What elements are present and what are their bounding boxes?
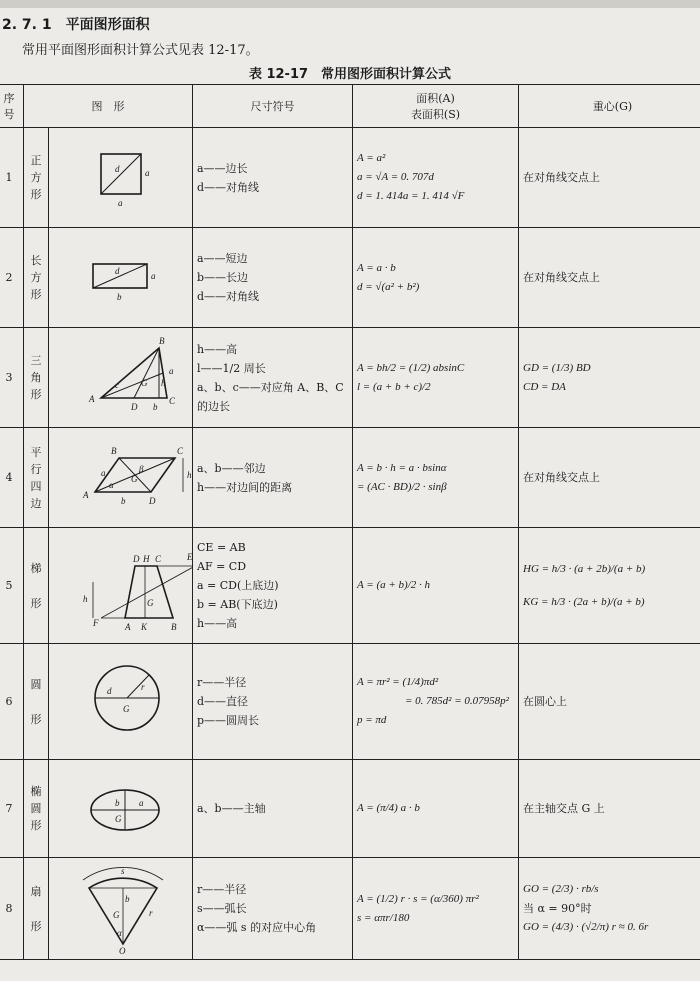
label-C: C: [155, 554, 162, 564]
area-formulas: [353, 528, 519, 644]
rectangle-diagram: [49, 228, 193, 324]
shape-name-char: 形: [30, 819, 42, 832]
label-G: G: [131, 474, 138, 484]
formula-line: = (AC · BD)/2 · sinβ: [357, 480, 447, 493]
header-centroid: 重心(G): [519, 85, 700, 128]
formula-line: d = √(a² + b²): [357, 280, 420, 293]
header-figure: 图 形: [24, 85, 193, 128]
centroid-line: 在对角线交点上: [523, 471, 600, 484]
table-row: [0, 858, 700, 960]
symbol-line: a、b——邻边: [197, 461, 266, 475]
label-E: E: [187, 552, 193, 562]
header-no: 序号: [0, 85, 24, 128]
dimension-symbols: [193, 328, 353, 428]
symbol-line: 的边长: [197, 399, 230, 413]
centroid-cell: [519, 760, 700, 858]
symbol-line: b = AB(下底边): [197, 598, 278, 611]
area-formulas: [353, 228, 519, 328]
label-B: B: [159, 336, 165, 346]
label-c: c: [115, 380, 119, 390]
symbol-line: l——1/2 周长: [197, 361, 266, 375]
label-D: D: [149, 496, 156, 506]
label-beta: β: [139, 464, 144, 474]
shape-name-char: 圆: [30, 677, 42, 691]
label-b: b: [117, 292, 122, 302]
rectangle-figure: [49, 228, 193, 328]
label-C: C: [169, 396, 176, 406]
label-a: a: [151, 271, 156, 281]
label-B: B: [171, 622, 177, 632]
formula-line: A = a · b: [357, 261, 396, 274]
shape-name-char: 方: [30, 271, 42, 284]
label-G: G: [123, 704, 130, 714]
shape-name-char: 扇: [30, 884, 42, 898]
label-K: K: [141, 622, 148, 632]
table-caption: 表 12-17 常用图形面积计算公式: [248, 67, 452, 82]
centroid-cell: [519, 328, 700, 428]
label-alpha: α: [117, 928, 122, 938]
table-header-row: [0, 85, 700, 128]
symbol-line: h——对边间的距离: [197, 480, 293, 494]
parallelogram-diagram: [49, 428, 193, 524]
dimension-symbols: [193, 428, 353, 528]
shape-name-char: 形: [30, 388, 42, 401]
symbol-line: p——圆周长: [197, 714, 260, 727]
dimension-symbols: [193, 644, 353, 760]
label-a: a: [118, 198, 123, 208]
shape-name-char: 梯: [30, 561, 42, 575]
label-r: r: [141, 682, 145, 692]
header-area-line2: 表面积(S): [410, 108, 461, 121]
formula-line: s = απr/180: [357, 911, 410, 924]
label-G: G: [113, 910, 120, 920]
symbol-line: b——长边: [197, 271, 249, 284]
symbol-line: d——对角线: [197, 180, 260, 194]
label-b: b: [121, 496, 126, 506]
shape-name-char: 形: [30, 188, 42, 201]
dimension-symbols: [193, 760, 353, 858]
ellipse-figure: [49, 760, 193, 858]
symbol-line: a = CD(上底边): [197, 579, 279, 592]
label-r: r: [149, 908, 153, 918]
dimension-symbols: [193, 528, 353, 644]
header-symbols: 尺寸符号: [193, 85, 353, 128]
label-d: d: [115, 164, 120, 174]
label-b: b: [153, 402, 158, 412]
label-A: A: [89, 394, 95, 404]
label-h: h: [161, 378, 166, 388]
label-O: O: [119, 946, 126, 956]
label-C: C: [177, 446, 184, 456]
label-a: a: [101, 468, 106, 478]
centroid-line: GO = (2/3) · rb/s: [523, 883, 599, 895]
formula-line: p = πd: [357, 714, 387, 726]
shape-name-char: 正: [30, 154, 42, 167]
table-row: [0, 128, 700, 228]
area-formulas: [353, 760, 519, 858]
shape-name-char: 方: [30, 171, 42, 184]
row-number: 6: [0, 644, 24, 760]
symbol-line: α——弧 s 的对应中心角: [197, 921, 317, 934]
symbol-line: h——高: [197, 342, 238, 356]
shape-name-char: 形: [30, 288, 42, 301]
formula-line: A = bh/2 = (1/2) absinC: [357, 361, 465, 374]
shape-name-char: 圆: [30, 802, 42, 815]
section-heading: 2. 7. 1 平面图形面积: [2, 17, 150, 33]
shape-name: [24, 128, 49, 228]
shape-name-char: 行: [30, 462, 42, 476]
symbol-line: r——半径: [197, 676, 247, 689]
area-formulas: [353, 428, 519, 528]
centroid-cell: [519, 644, 700, 760]
formula-line: A = (1/2) r · s = (α/360) πr²: [357, 892, 479, 905]
dimension-symbols: [193, 858, 353, 960]
trapezoid-figure: [49, 528, 193, 644]
table-row: [0, 228, 700, 328]
shape-name-char: 椭: [30, 785, 42, 798]
area-formula-table: [0, 84, 700, 960]
table-row: [0, 428, 700, 528]
centroid-cell: [519, 228, 700, 328]
symbol-line: a、b、c——对应角 A、B、C: [197, 380, 344, 394]
label-a: a: [145, 168, 150, 178]
header-area: [353, 85, 519, 128]
label-G: G: [115, 814, 122, 824]
triangle-figure: [49, 328, 193, 428]
label-G: G: [147, 598, 154, 608]
row-number: 2: [0, 228, 24, 328]
sector-figure: [49, 858, 193, 960]
centroid-line: 当 α = 90°时: [523, 902, 592, 915]
ellipse-diagram: [49, 760, 193, 854]
formula-line: A = (a + b)/2 · h: [357, 579, 430, 591]
row-number: 5: [0, 528, 24, 644]
label-A: A: [125, 622, 131, 632]
row-number: 1: [0, 128, 24, 228]
table-row: [0, 644, 700, 760]
area-formulas: [353, 858, 519, 960]
circle-diagram: [49, 644, 193, 756]
square-diagram: [49, 128, 193, 224]
centroid-line: 在主轴交点 G 上: [523, 802, 605, 815]
circle-figure: [49, 644, 193, 760]
label-D: D: [131, 402, 138, 412]
centroid-cell: [519, 428, 700, 528]
centroid-line: GD = (1/3) BD: [523, 361, 591, 374]
centroid-line: HG = h/3 · (a + 2b)/(a + b): [523, 562, 646, 575]
label-A: A: [83, 490, 89, 500]
symbol-line: a、b——主轴: [197, 802, 266, 815]
formula-line: a = √A = 0. 707d: [357, 171, 434, 183]
centroid-line: GO = (4/3) · (√2/π) r ≈ 0. 6r: [523, 921, 649, 933]
label-b: b: [125, 894, 130, 904]
shape-name: [24, 228, 49, 328]
centroid-cell: [519, 528, 700, 644]
shape-name-char: 三: [30, 354, 42, 367]
square-figure: [49, 128, 193, 228]
shape-name: [24, 528, 49, 644]
table-row: [0, 760, 700, 858]
intro-text: 常用平面图形面积计算公式见表 12-17。: [22, 43, 259, 58]
formula-line: A = πr² = (1/4)πd²: [357, 676, 439, 688]
shape-name: [24, 428, 49, 528]
shape-name-char: 角: [30, 371, 42, 384]
label-h: h: [83, 594, 88, 604]
shape-name-char: 长: [30, 254, 42, 267]
shape-name-char: 形: [30, 596, 42, 610]
symbol-line: d——直径: [197, 695, 249, 708]
dimension-symbols: [193, 128, 353, 228]
label-H: H: [143, 554, 150, 564]
triangle-diagram: [49, 328, 193, 424]
trapezoid-diagram: [49, 528, 193, 640]
label-s: s: [121, 866, 125, 876]
shape-name: [24, 760, 49, 858]
sector-diagram: [49, 858, 193, 956]
shape-name: [24, 644, 49, 760]
label-d: d: [107, 686, 112, 696]
shape-name: [24, 328, 49, 428]
symbol-line: AF = CD: [197, 560, 247, 573]
formula-line: A = (π/4) a · b: [357, 802, 420, 814]
centroid-line: 在对角线交点上: [523, 171, 600, 184]
formula-line: d = 1. 414a = 1. 414 √F: [357, 190, 465, 202]
label-d: d: [115, 266, 120, 276]
centroid-line: CD = DA: [523, 380, 566, 393]
symbol-line: a——短边: [197, 252, 248, 265]
shape-name-char: 平: [30, 445, 42, 459]
label-alpha: α: [109, 480, 114, 490]
label-a: a: [139, 798, 144, 808]
symbol-line: a——边长: [197, 161, 248, 175]
table-row: [0, 328, 700, 428]
shape-name-char: 四: [30, 479, 42, 493]
centroid-cell: [519, 128, 700, 228]
previous-section-strip: [0, 0, 700, 8]
centroid-line: KG = h/3 · (2a + b)/(a + b): [523, 595, 645, 608]
row-number: 7: [0, 760, 24, 858]
area-formulas: [353, 128, 519, 228]
header-area-line1: 面积(A): [416, 92, 455, 105]
table-row: [0, 528, 700, 644]
label-F: F: [93, 618, 99, 628]
parallelogram-figure: [49, 428, 193, 528]
symbol-line: r——半径: [197, 883, 247, 896]
formula-line: A = b · h = a · bsinα: [357, 461, 447, 474]
label-b: b: [115, 798, 120, 808]
formula-line: = 0. 785d² = 0.07958p²: [405, 695, 509, 707]
symbol-line: d——对角线: [197, 290, 260, 303]
symbol-line: h——高: [197, 617, 238, 630]
row-number: 3: [0, 328, 24, 428]
label-G: G: [141, 378, 148, 388]
centroid-line: 在圆心上: [523, 695, 567, 708]
dimension-symbols: [193, 228, 353, 328]
row-number: 4: [0, 428, 24, 528]
symbol-line: s——弧长: [197, 902, 247, 915]
area-formulas: [353, 328, 519, 428]
label-B: B: [111, 446, 117, 456]
area-formulas: [353, 644, 519, 760]
shape-name: [24, 858, 49, 960]
formula-line: A = a²: [357, 152, 386, 164]
symbol-line: CE = AB: [197, 541, 246, 554]
label-h: h: [187, 470, 192, 480]
row-number: 8: [0, 858, 24, 960]
shape-name-char: 形: [30, 919, 42, 933]
centroid-cell: [519, 858, 700, 960]
label-a: a: [169, 366, 174, 376]
formula-line: l = (a + b + c)/2: [357, 380, 431, 393]
label-D: D: [133, 554, 140, 564]
shape-name-char: 边: [30, 496, 42, 510]
shape-name-char: 形: [30, 712, 42, 726]
centroid-line: 在对角线交点上: [523, 271, 600, 284]
